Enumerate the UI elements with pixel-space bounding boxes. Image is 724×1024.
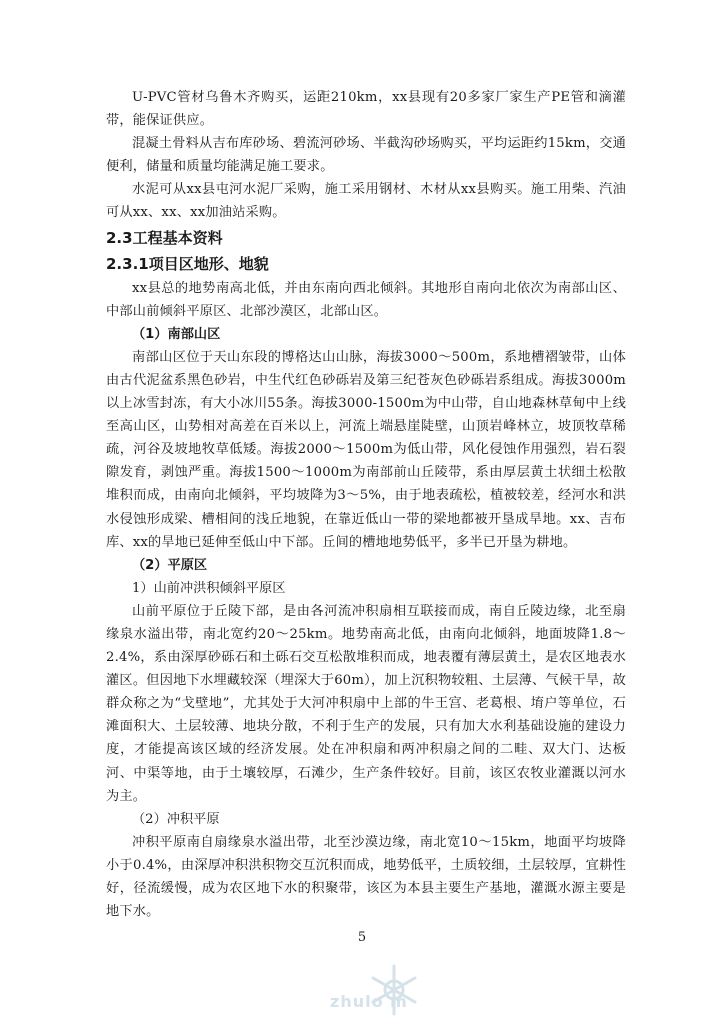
subsection-heading: 2.3.1项目区地形、地貌 bbox=[106, 254, 269, 273]
paragraph-alluvial-plain: 冲积平原南自扇缘泉水溢出带，北至沙漠边缘，南北宽10～15km，地面平均坡降小于0.4%，由深厚冲积洪积物交互沉积而成，地势低平，土质较细，土层较厚，宜耕性好，径流缓慢，成为农区地下水的积聚带，该区为本县主要生产基地，灌溉水源主要是地下水。 bbox=[106, 834, 626, 920]
page-number: 5 bbox=[357, 930, 367, 945]
paragraph-cement: 水泥可从xx县屯河水泥厂采购，施工采用钢材、木材从xx县购买。施工用柴、汽油可从xx、xx、xx加油站采购。 bbox=[106, 182, 626, 221]
plain-subheading-1: 1）山前冲洪积倾斜平原区 bbox=[132, 580, 286, 596]
mountain-heading: （1）南部山区 bbox=[132, 326, 221, 342]
paragraph-aggregate: 混凝土骨料从吉布库砂场、碧流河砂场、半截沟砂场购买，平均运距约15km，交通便利，储量和质量均能满足施工要求。 bbox=[106, 136, 626, 175]
paragraph-piedmont-plain: 山前平原位于丘陵下部，是由各河流冲积扇相互联接而成，南自丘陵边缘，北至扇缘泉水溢出带，南北宽约20～25km。地势南高北低，由南向北倾斜，地面坡降1.8～2.4%，系由深厚砂砾石和土砾石交互松散堆积而成，地表覆有薄层黄土，是农区地表水灌区。但因地下水埋藏较深（埋深大于60m），加上沉积物较粗、土层薄、气候干旱，故群众称之为“戈壁地”，尤其处于大河冲积扇中上部的牛王宫、老葛根、堉户等单位，石滩面积大、土层较薄、地块分散，不利于生产的发展，只有加大水利基础设施的建设力度，才能提高该区域的经济发展。处在冲积扇和两冲积扇之间的二畦、双大门、达板河、中渠等地，由于土壤较厚，石滩少，生产条件较好。目前，该区农牧业灌溉以河水为主。 bbox=[106, 603, 626, 804]
watermark-text: zhulo m bbox=[330, 992, 408, 1011]
watermark-logo bbox=[330, 960, 470, 1020]
page-content bbox=[106, 86, 626, 923]
plain-subheading-2: （2）冲积平原 bbox=[132, 811, 220, 827]
snowflake-icon bbox=[364, 960, 424, 1020]
paragraph-upvc: U-PVC管材乌鲁木齐购买，运距210km，xx县现有20多家厂家生产PE管和滴灌带，能保证供应。 bbox=[106, 90, 626, 129]
plain-heading: （2）平原区 bbox=[132, 557, 208, 573]
paragraph-terrain-intro: xx县总的地势南高北低，并由东南向西北倾斜。其地形自南向北依次为南部山区、中部山前倾斜平原区、北部沙漠区，北部山区。 bbox=[106, 280, 626, 319]
section-heading: 2.3工程基本资料 bbox=[106, 228, 223, 247]
paragraph-mountain: 南部山区位于天山东段的博格达山山脉，海拔3000～500m，系地槽褶皱带，山体由古代泥盆系黑色砂岩，中生代红色砂砾岩及第三纪苍灰色砂砾岩系组成。海拔3000m以上冰雪封冻，有大小冰川55条。海拔3000-1500m为中山带，自山地森林草甸中上线至高山区，山势相对高差在百米以上，河流上端悬崖陡壁，山顶岩峰林立，坡顶牧草稀疏，河谷及坡地牧草低矮。海拔2000～1500m为低山带，风化侵蚀作用强烈，岩石裂隙发育，剥蚀严重。海拔1500～1000m为南部前山丘陵带，系由厚层黄土状细土松散堆积而成，由南向北倾斜，平均坡降为3～5%，由于地表疏松，植被较差，经河水和洪水侵蚀形成梁、槽相间的浅丘地貌，在靠近低山一带的梁地都被开垦成旱地。xx、吉布库、xx的旱地已延伸至低山中下部。丘间的槽地地势低平，多半已开垦为耕地。 bbox=[106, 349, 626, 550]
